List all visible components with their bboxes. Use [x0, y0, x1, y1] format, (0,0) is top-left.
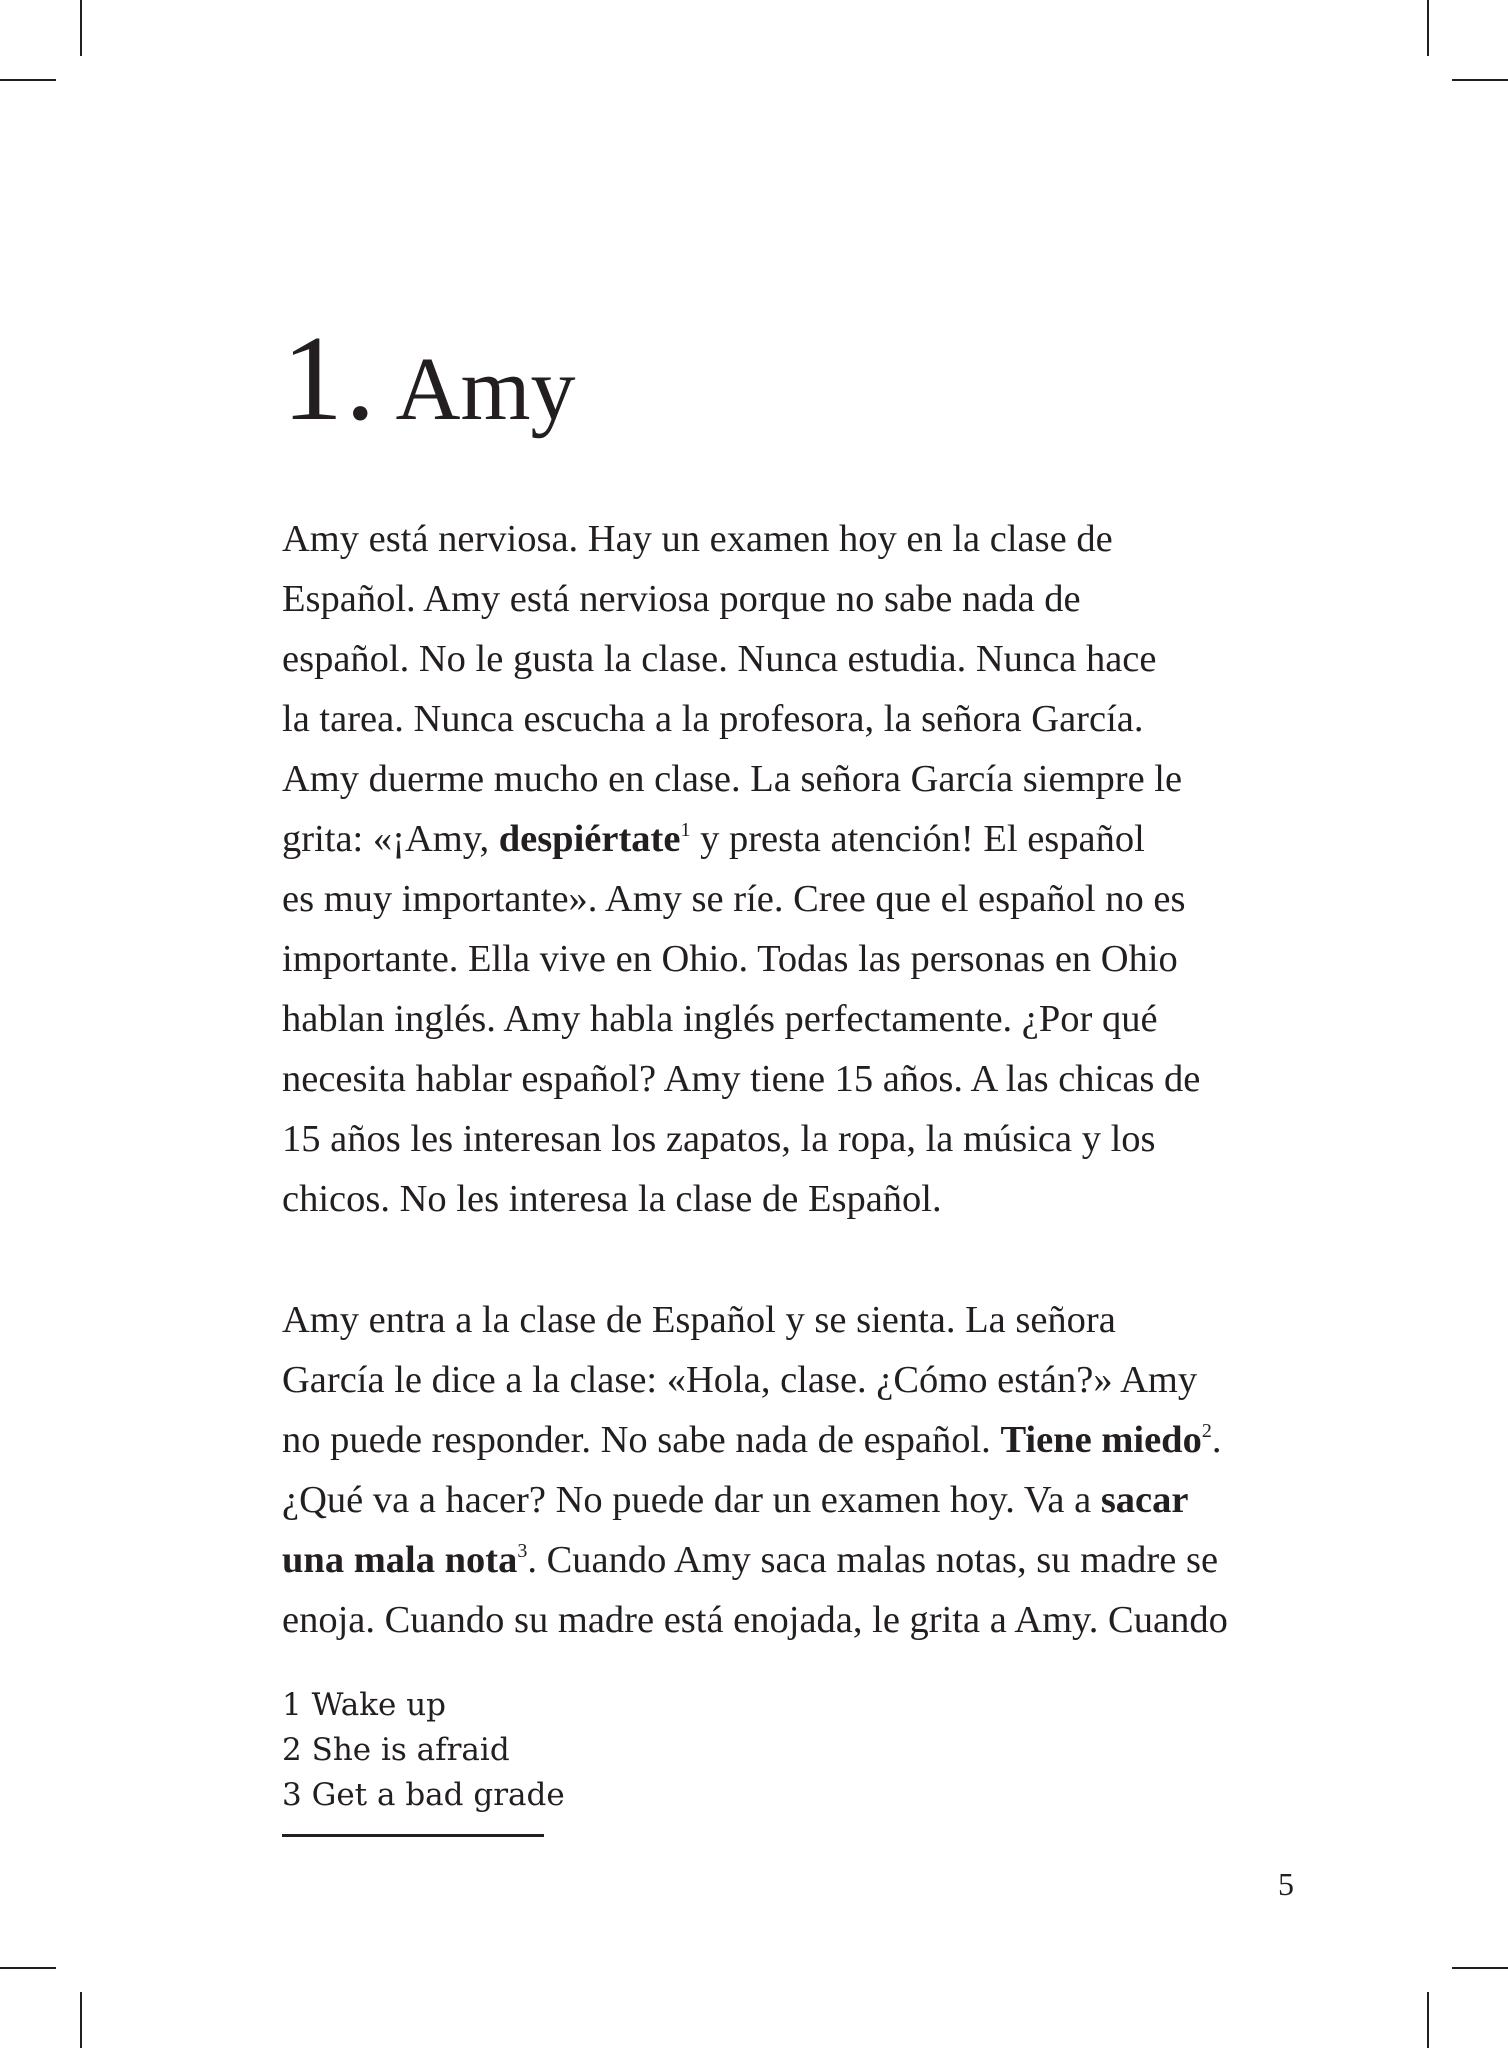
chapter-name: Amy [395, 340, 576, 439]
text-segment: . Cuando Amy saca malas notas, su madre se [527, 1539, 1219, 1581]
chapter-number: 1. [282, 311, 378, 446]
text-line: español. No le gusta la clase. Nunca estudia. Nunca hace [282, 638, 1157, 680]
paragraph-1 [282, 509, 1200, 1229]
text-line: Amy está nerviosa. Hay un examen hoy en la clase de [282, 518, 1113, 560]
glossed-term: despiértate [498, 818, 681, 860]
text-line [282, 1410, 1228, 1470]
text-segment: no puede responder. No sabe nada de español. [282, 1419, 1001, 1461]
text-line: necesita hablar español? Amy tiene 15 años. A las chicas de [282, 1058, 1201, 1100]
footnote-rule [282, 1834, 544, 1837]
crop-mark-bottom-left-vertical [80, 1992, 82, 2048]
text-segment: ¿Qué va a hacer? No puede dar un examen hoy. Va a [282, 1479, 1101, 1521]
paragraph-2 [282, 1290, 1228, 1650]
glossed-term: sacar [1100, 1479, 1189, 1521]
crop-mark-top-left-horizontal [0, 79, 56, 81]
text-line: Español. Amy está nerviosa porque no sabe nada de [282, 578, 1081, 620]
crop-mark-bottom-right-horizontal [1452, 1967, 1508, 1969]
crop-mark-bottom-right-vertical [1427, 1992, 1429, 2048]
text-segment: y presta atención! El español [690, 818, 1145, 860]
text-line: enoja. Cuando su madre está enojada, le grita a Amy. Cuando [282, 1599, 1228, 1641]
crop-mark-top-left-vertical [80, 0, 82, 56]
glossed-term: Tiene miedo [1000, 1419, 1202, 1461]
crop-mark-bottom-left-horizontal [0, 1967, 56, 1969]
text-line: Amy duerme mucho en clase. La señora García siempre le [282, 758, 1183, 800]
text-segment: grita: «¡Amy, [282, 818, 499, 860]
glossed-term: una mala nota [282, 1539, 518, 1581]
footnote: 1 Wake up [282, 1687, 447, 1723]
footnotes [282, 1683, 565, 1818]
text-segment: . [1211, 1419, 1222, 1461]
text-line: García le dice a la clase: «Hola, clase. ¿Cómo están?» Amy [282, 1359, 1198, 1401]
footnote-ref: 3 [517, 1540, 528, 1562]
text-line: chicos. No les interesa la clase de Español. [282, 1178, 942, 1220]
footnote-ref: 1 [680, 819, 691, 841]
text-line: Amy entra a la clase de Español y se sienta. La señora [282, 1299, 1116, 1341]
text-line: la tarea. Nunca escucha a la profesora, la señora García. [282, 698, 1144, 740]
text-line: importante. Ella vive en Ohio. Todas las personas en Ohio [282, 938, 1178, 980]
page-number: 5 [1278, 1866, 1294, 1902]
footnote: 3 Get a bad grade [282, 1777, 565, 1813]
crop-mark-top-right-horizontal [1452, 79, 1508, 81]
footnote: 2 She is afraid [282, 1732, 510, 1768]
text-line [282, 809, 1200, 869]
text-line: es muy importante». Amy se ríe. Cree que el español no es [282, 878, 1186, 920]
text-line: hablan inglés. Amy habla inglés perfectamente. ¿Por qué [282, 998, 1158, 1040]
text-line [282, 1530, 1228, 1590]
chapter-title [282, 311, 576, 446]
text-line [282, 1470, 1228, 1530]
text-line: 15 años les interesan los zapatos, la ropa, la música y los [282, 1118, 1156, 1160]
crop-mark-top-right-vertical [1427, 0, 1429, 56]
footnote-ref: 2 [1201, 1420, 1212, 1442]
